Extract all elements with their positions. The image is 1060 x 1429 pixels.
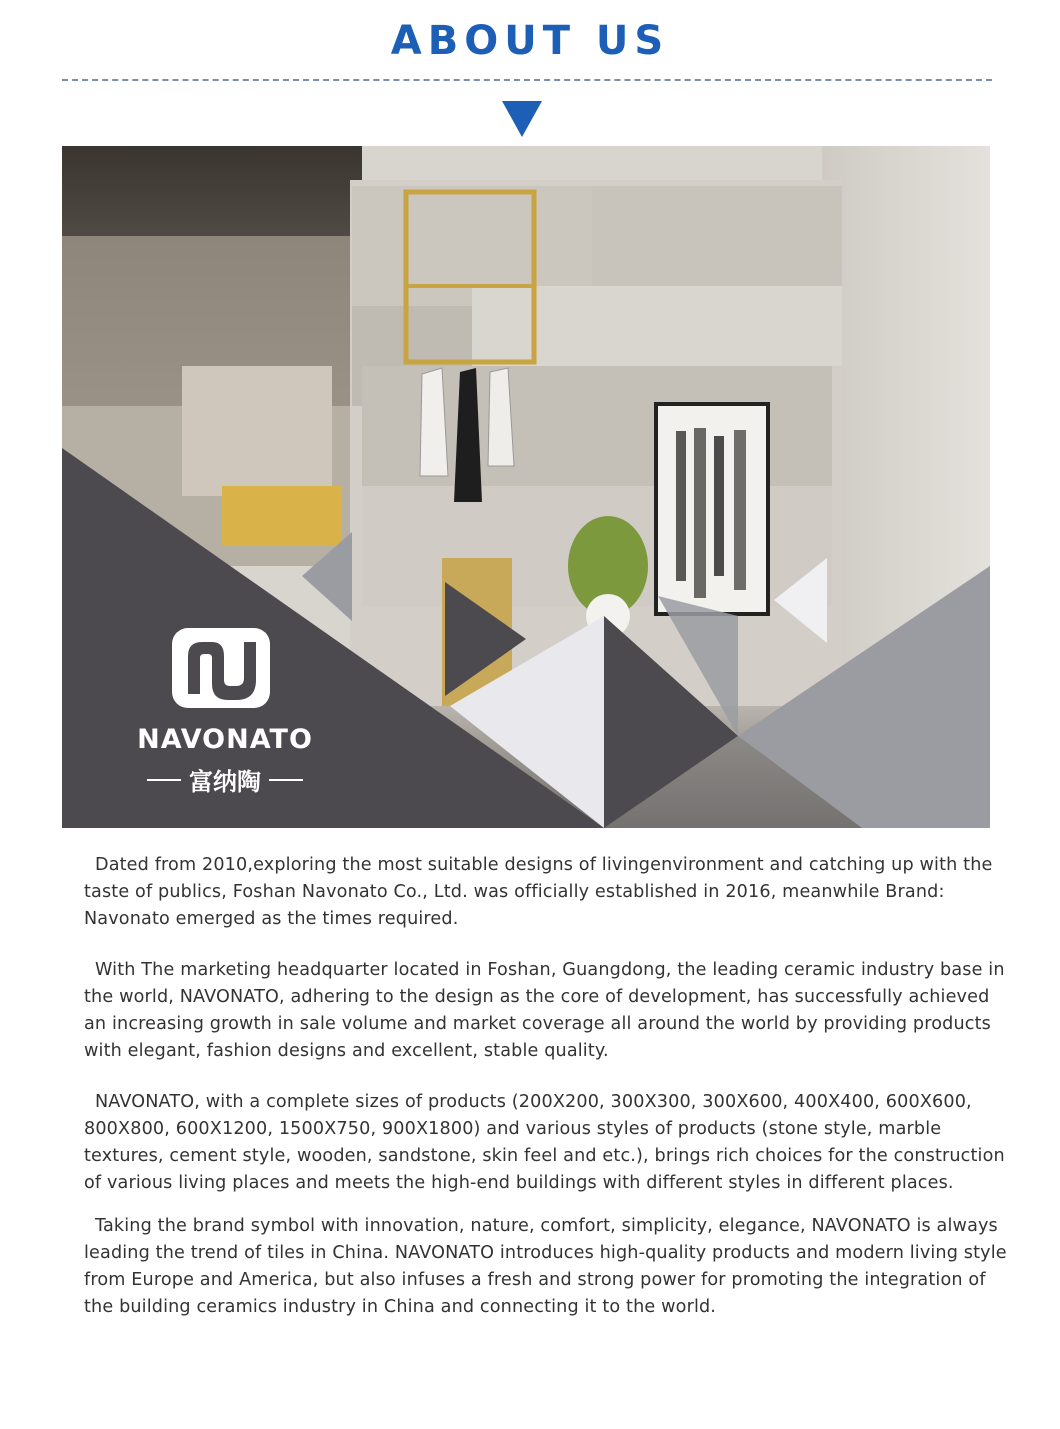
brand-wordmark: NAVONATO	[137, 724, 313, 755]
paragraph-brand: Taking the brand symbol with innovation, nature, comfort, simplicity, elegance, NAVONATO is always leading the trend of tiles in China. NAVONATO introduces high-quality products and modern living style from Europe and America, but also infuses a fresh and strong power for promoting the integration of the building ceramics industry in China and connecting it to the world.	[84, 1216, 1007, 1317]
yellow-chair	[222, 486, 342, 546]
paragraph-headquarters: With The marketing headquarter located in Foshan, Guangdong, the leading ceramic industry base in the world, NAVONATO, adhering to the design as the core of development, has successfully achieved an increasing growth in sale volume and market coverage all around the world by providing products with elegant, fashion designs and excellent, stable quality.	[84, 960, 1005, 1061]
paragraph-products: NAVONATO, with a complete sizes of products (200X200, 300X300, 300X600, 400X400, 600X600, 800X800, 600X1200, 1500X750, 900X1800) and various styles of products (stone style, marble textures, cement style, wooden, sandstone, skin feel and etc.), brings rich choices for the construction of various living places and meets the high-end buildings with different styles in different places.	[84, 1092, 1005, 1193]
chinese-name-text: 富纳陶	[189, 768, 261, 796]
about-text	[84, 852, 1009, 1321]
page-title: ABOUT US	[390, 18, 670, 64]
art-frame	[656, 404, 768, 614]
logo-dash	[147, 779, 181, 781]
logo-dash	[269, 779, 303, 781]
paragraph-history: Dated from 2010,exploring the most suitable designs of livingenvironment and catching up with the taste of publics, Foshan Navonato Co., Ltd. was officially established in 2016, meanwhile Brand: Navonato emerged as the times required.	[84, 855, 993, 929]
down-triangle-icon	[502, 101, 542, 137]
navonato-logo-icon	[172, 628, 270, 708]
brand-chinese-name	[130, 762, 320, 797]
showroom-banner	[62, 146, 990, 828]
dashed-divider	[62, 79, 992, 81]
